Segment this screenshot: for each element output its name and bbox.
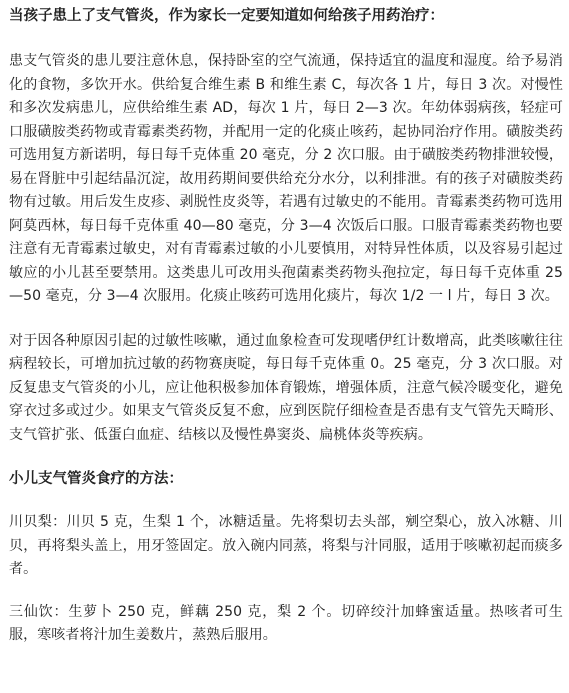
paragraph-allergic-cough: 对于因各种原因引起的过敏性咳嗽，通过血象检查可发现嗜伊红计数增高，此类咳嗽往往病程较长，可增加抗过敏的药物赛庚啶，每日每千克体重 0。25 毫克，分 3 次口服。对反复患支气管炎的小儿，应让他积极参加体育锻炼，增强体质，注意气候冷暖变化，避免穿衣过多或过少。如果支气管炎反复不愈，应到医院仔细检查是否患有支气管先天畸形、支气管扩张、低蛋白血症、结核以及慢性鼻窦炎、扁桃体炎等疾病。 [9,332,563,443]
article-heading: 当孩子患上了支气管炎，作为家长一定要知道如何给孩子用药治疗： [9,8,444,24]
paragraph-chuanbei-pear: 川贝梨：川贝 5 克，生梨 1 个，冰糖适量。先将梨切去头部，剜空梨心，放入冰糖、川贝，再将梨头盖上，用牙签固定。放入碗内同蒸，将梨与汁同服，适用于咳嗽初起而痰多者。 [9,514,563,577]
section-heading-diet-therapy: 小儿支气管炎食疗的方法： [9,471,183,487]
paragraph-sanxian-drink: 三仙饮：生萝卜 250 克，鲜藕 250 克，梨 2 个。切碎绞汁加蜂蜜适量。热咳者可生服，寒咳者将汁加生姜数片，蒸熟后服用。 [9,603,563,643]
paragraph-medication: 患支气管炎的患儿要注意休息，保持卧室的空气流通，保持适宜的温度和湿度。给予易消化的食物，多饮开水。供给复合维生素 B 和维生素 C，每次各 1 片，每日 3 次。对慢性和多次发病患儿，应供给维生素 AD，每次 1 片，每日 2—3 次。年幼体弱病孩，轻症可口服磺胺类药物或青霉素类药物，并配用一定的化痰止咳药，起协同治疗作用。磺胺类药可选用复方新诺明，每日每千克体重 20 毫克，分 2 次口服。由于磺胺类药物排泄较慢，易在肾脏中引起结晶沉淀，故用药期间要供给充分水分，以利排泄。有的孩子对磺胺类药物有过敏。用后发生皮疹、剥脱性皮炎等，若遇有过敏史的不能用。青霉素类药物可选用阿莫西林，每日每千克体重 40—80 毫克，分 3—4 次饭后口服。口服青霉素类药物也要注意有无青霉素过敏史，对有青霉素过敏的小儿要慎用，对特异性体质，以及容易引起过敏应的小儿甚至要禁用。这类患儿可改用头孢菌素类药物头孢拉定，每日每千克体重 25—50 毫克，分 3—4 次服用。化痰止咳药可选用化痰片，每次 1/2 一 l 片，每日 3 次。 [9,53,563,304]
